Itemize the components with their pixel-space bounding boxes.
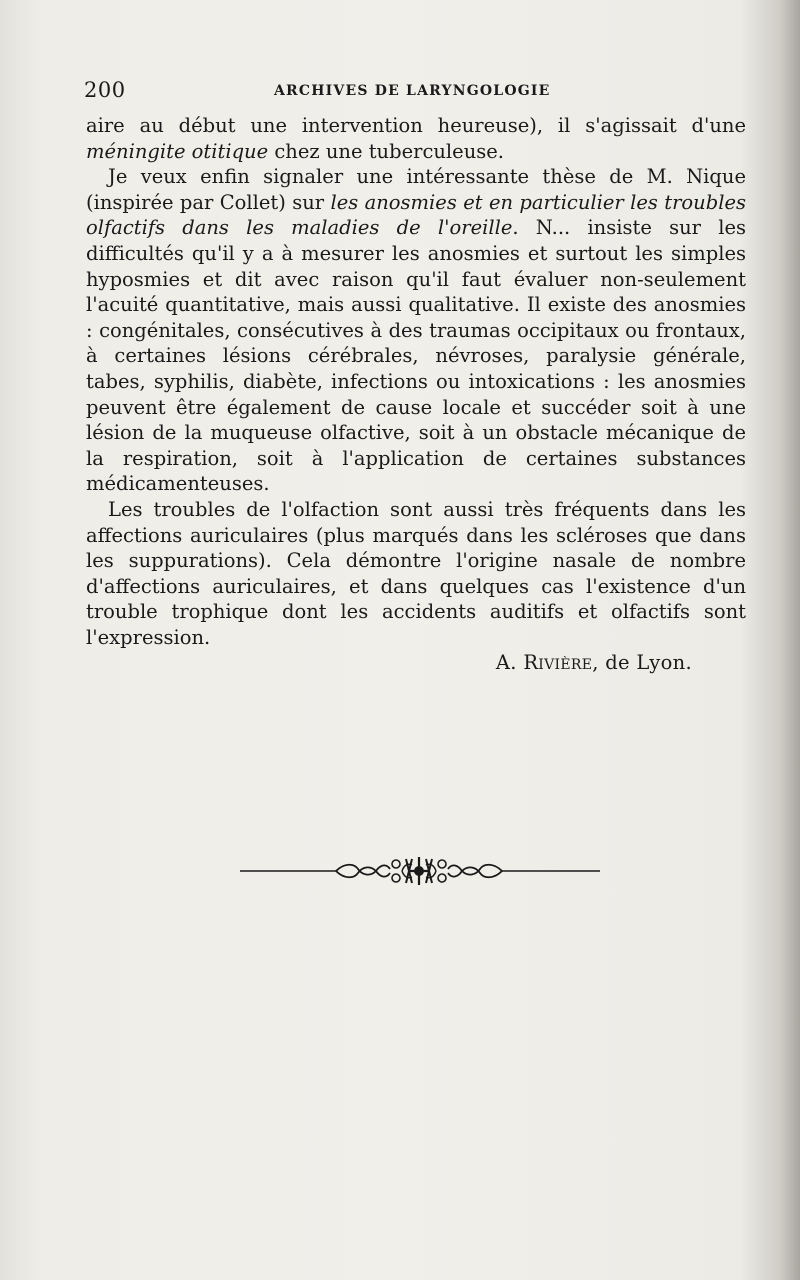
author-surname: Rivière	[523, 651, 593, 674]
paragraph-1-italic: méningite otitique	[86, 139, 269, 163]
paragraph-3: Les troubles de l'olfaction sont aussi très fréquents dans les affections auriculaires (plus marqués dans les scléroses que dans les suppurations). Cela démontre l'origine nasale de nombre d'affections auriculaires, et dans quelques cas l'existence d'un trouble trophique dont les accidents auditifs et olfactifs sont l'expression.	[86, 497, 746, 649]
running-title: ARCHIVES DE LARYNGOLOGIE	[274, 83, 551, 99]
paragraph-1-text-b: chez une tuberculeuse.	[268, 139, 505, 163]
author-signature	[496, 651, 692, 674]
page-number: 200	[84, 78, 126, 102]
page-header	[84, 78, 754, 108]
paragraph-2-italic-title: les anosmies et en particulier les troubles olfactifs dans les maladies de l'oreille	[86, 190, 746, 240]
paragraph-2	[86, 164, 746, 497]
paragraph-2-text-b: . N... insiste sur les difficultés qu'il y a à mesurer les anosmies et surtout les simples hyposmies et dit avec raison qu'il faut évaluer non-seulement l'acuité quantitative, mais aussi qualitative. Il existe des anosmies : congénitales, consécutives à des traumas occipitaux ou frontaux, à certaines lésions cérébrales, névroses, paralysie générale, tabes, syphilis, diabète, infections ou intoxications : les anosmies peuvent être également de cause locale et succéder soit à une lésion de la muqueuse olfactive, soit à un obstacle mécanique de la respiration, soit à l'application de certaines substances médicamenteuses.	[86, 216, 746, 496]
author-place: , de Lyon.	[592, 651, 692, 674]
paragraph-2-text-a: Je veux enfin signaler une intéressante thèse de M. Nique (inspirée par Collet) sur	[86, 165, 746, 214]
ornamental-rule-icon	[240, 853, 600, 889]
article-body	[86, 113, 746, 650]
author-initial: A.	[495, 651, 524, 674]
paragraph-1	[86, 113, 746, 164]
paragraph-1-text-a: aire au début une intervention heureuse), il s'agissait d'une	[86, 114, 746, 137]
